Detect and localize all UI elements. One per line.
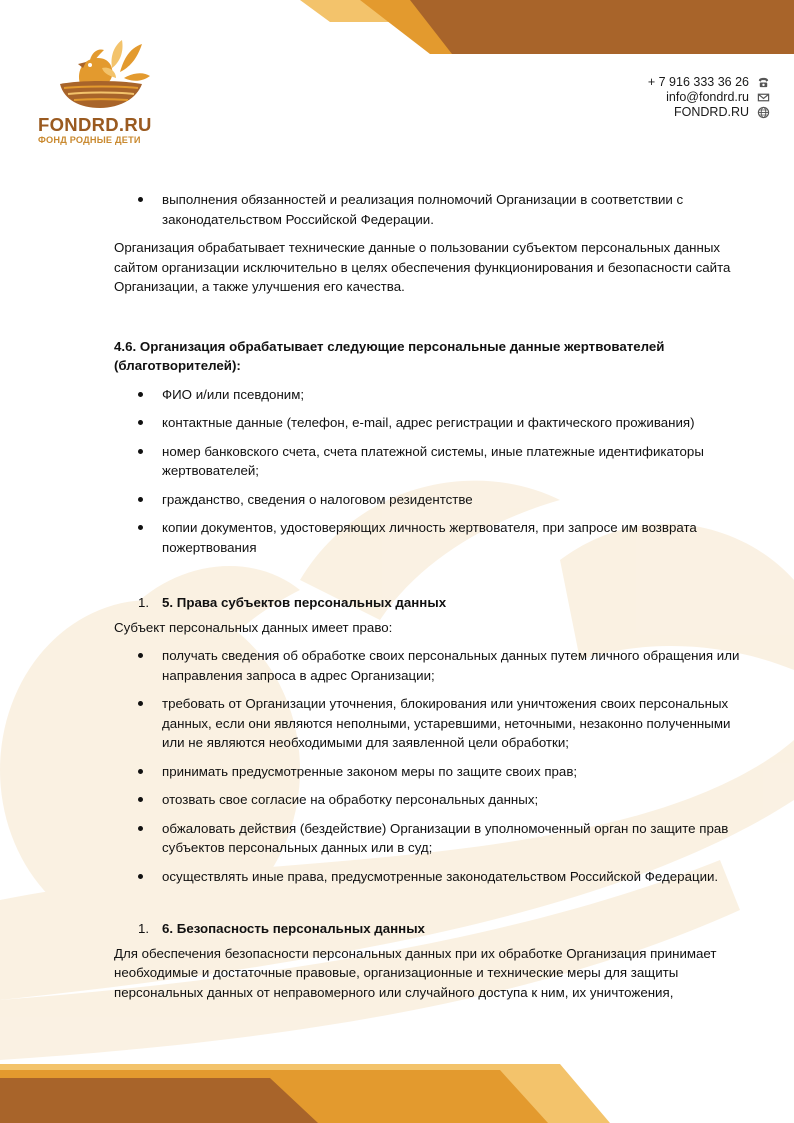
list-item: получать сведения об обработке своих персональных данных путем личного обращения или направления запроса в адрес Организации;	[114, 646, 744, 685]
contact-phone	[648, 75, 770, 90]
document-content	[114, 190, 744, 1002]
brand-subtitle: ФОНД РОДНЫЕ ДЕТИ	[38, 135, 141, 145]
list-item: отозвать свое согласие на обработку персональных данных;	[114, 790, 744, 810]
list-item: осуществлять иные права, предусмотренные законодательством Российской Федерации.	[114, 867, 744, 887]
globe-icon	[757, 106, 770, 119]
email-text: info@fondrd.ru	[666, 90, 749, 104]
contact-site	[648, 105, 770, 120]
contact-block	[648, 75, 770, 120]
intro-list	[114, 190, 744, 229]
list-item: принимать предусмотренные законом меры по защите своих прав;	[114, 762, 744, 782]
section-6-paragraph: Для обеспечения безопасности персональных данных при их обработке Организация принимает необходимые и достаточные правовые, организационные и технические меры для защиты персональных данных от неправомерного или случайного доступа к ним, их уничтожения,	[114, 945, 717, 1000]
list-item: гражданство, сведения о налоговом резидентстве	[114, 490, 744, 510]
section-5-heading	[114, 593, 744, 613]
brand-logo	[38, 38, 158, 148]
phone-text: + 7 916 333 36 26	[647, 75, 749, 89]
section-5-number: 1.	[138, 595, 150, 610]
bird-nest-icon	[50, 38, 150, 110]
list-item: контактные данные (телефон, e-mail, адрес регистрации и фактического проживания)	[114, 413, 744, 433]
section-4-6-heading: 4.6. Организация обрабатывает следующие персональные данные жертвователей (благотворителей):	[114, 338, 665, 373]
contact-email	[648, 90, 770, 105]
list-item: обжаловать действия (бездействие) Организации в уполномоченный орган по защите прав субъектов персональных данных или в суд;	[114, 819, 744, 858]
list-item: требовать от Организации уточнения, блокирования или уничтожения своих персональных данных, если они являются неполными, устаревшими, неточными, незаконно полученными или не являются необходимыми для заявленной цели обработки;	[114, 694, 744, 753]
mail-icon	[757, 91, 770, 104]
list-item: ФИО и/или псевдоним;	[114, 385, 744, 405]
list-item: номер банковского счета, счета платежной системы, иные платежные идентификаторы жертвователей;	[114, 442, 744, 481]
section-6-title: 6. Безопасность персональных данных	[162, 921, 425, 936]
site-text: FONDRD.RU	[674, 105, 749, 119]
intro-paragraph: Организация обрабатывает технические данные о пользовании субъектом персональных данных сайтом организации исключительно в целях обеспечения функционирования и безопасности сайта Организации, а также улучшения его качества.	[114, 240, 731, 294]
list-item: выполнения обязанностей и реализация полномочий Организации в соответствии с законодательством Российской Федерации.	[114, 190, 744, 229]
section-5-title: 5. Права субъектов персональных данных	[162, 595, 447, 610]
section-6-heading	[114, 919, 744, 939]
section-4-6-list	[114, 385, 744, 558]
phone-icon	[757, 76, 770, 89]
section-5-list	[114, 646, 744, 886]
brand-name: FONDRD.RU	[38, 114, 152, 135]
section-6-number: 1.	[138, 921, 150, 936]
list-item: копии документов, удостоверяющих личность жертвователя, при запросе им возврата пожертвования	[114, 518, 744, 557]
section-5-intro: Субъект персональных данных имеет право:	[114, 619, 393, 635]
